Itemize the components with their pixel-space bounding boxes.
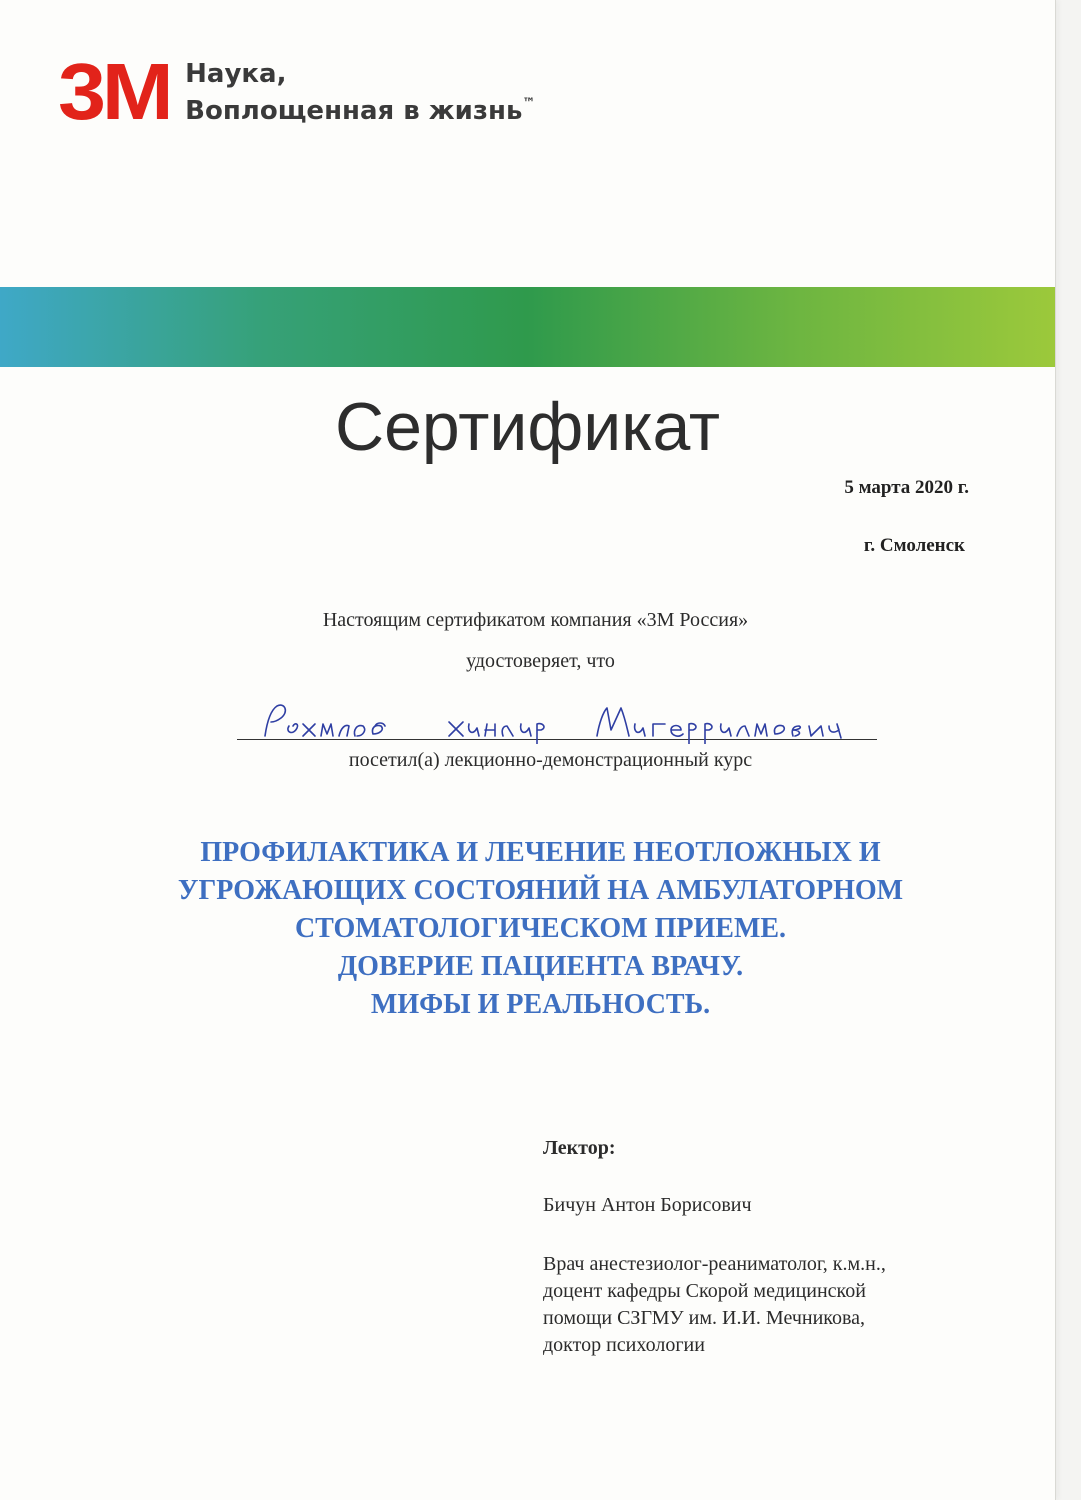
statement-line-3: посетил(а) лекционно-демонстрационный курс — [348, 749, 753, 771]
certificate-title: Сертификат — [334, 389, 721, 465]
3m-logo-mark: 3M — [58, 47, 170, 136]
recipient-name-field — [237, 700, 877, 744]
gradient-band — [0, 287, 1055, 367]
recipient-handwritten-name — [237, 700, 877, 744]
statement-line-1: Настоящим сертификатом компания «3М Россия» — [322, 609, 749, 631]
lector-desc-line: помощи СЗГМУ им. И.И. Мечникова, — [543, 1307, 866, 1329]
slogan-line-1: Наука, — [185, 58, 287, 89]
lector-name: Бичун Антон Борисович — [543, 1194, 752, 1216]
certificate-date: 5 марта 2020 г. — [844, 477, 969, 498]
course-title-line: МИФЫ И РЕАЛЬНОСТЬ. — [370, 989, 711, 1020]
brand-logo — [58, 47, 536, 136]
course-title — [0, 834, 1081, 1024]
lector-desc-line: доцент кафедры Скорой медицинской — [543, 1280, 866, 1302]
course-title-line: СТОМАТОЛОГИЧЕСКОМ ПРИЕМЕ. — [294, 913, 787, 944]
slogan-line-2-text: Воплощенная в жизнь — [185, 95, 523, 126]
statement-line-2: удостоверяет, что — [466, 650, 615, 672]
course-title-line: ПРОФИЛАКТИКА И ЛЕЧЕНИЕ НЕОТЛОЖНЫХ И — [200, 837, 881, 868]
trademark-symbol: ™ — [522, 95, 536, 111]
lector-desc-line: доктор психологии — [543, 1334, 705, 1356]
brand-slogan — [185, 59, 535, 126]
course-title-line: УГРОЖАЮЩИХ СОСТОЯНИЙ НА АМБУЛАТОРНОМ — [177, 875, 904, 906]
certificate-city: г. Смоленск — [863, 535, 965, 556]
lector-desc-line: Врач анестезиолог-реаниматолог, к.м.н., — [543, 1253, 886, 1275]
lector-label: Лектор: — [543, 1137, 616, 1159]
slogan-line-2 — [185, 89, 535, 126]
lector-description — [543, 1251, 886, 1359]
course-title-line: ДОВЕРИЕ ПАЦИЕНТА ВРАЧУ. — [337, 951, 744, 982]
